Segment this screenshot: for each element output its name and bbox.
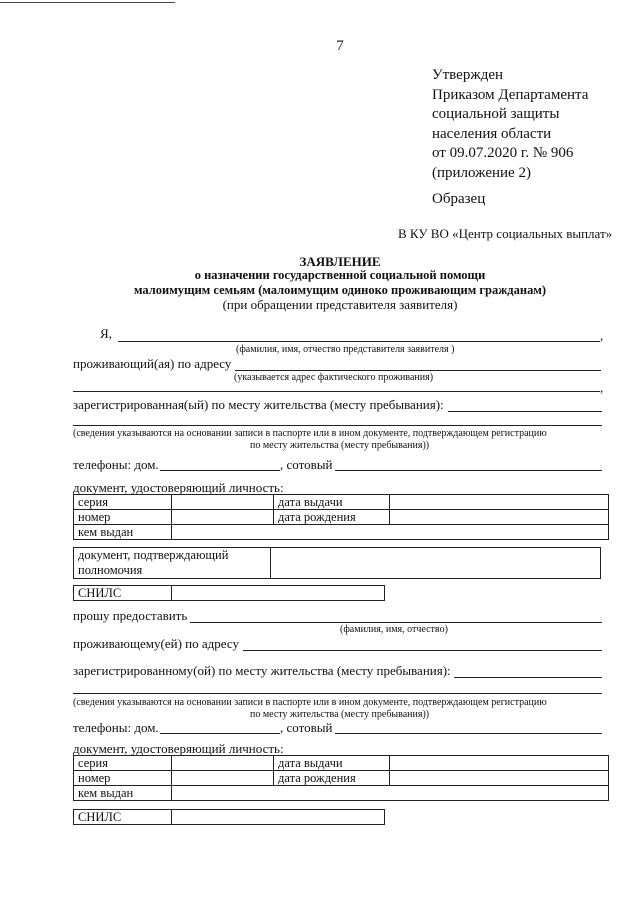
approval-line: населения области	[432, 125, 552, 142]
table-row	[74, 586, 385, 601]
series-label: серия	[74, 756, 172, 771]
document-subtitle: (при обращении представителя заявителя)	[222, 297, 458, 312]
recipient-id-table	[73, 755, 609, 801]
table-row	[74, 548, 601, 579]
table-row	[74, 810, 385, 825]
birth-date-field[interactable]	[390, 510, 609, 525]
recipient-residing-label: проживающему(ей) по адресу	[73, 636, 239, 651]
issue-date-label: дата выдачи	[274, 495, 390, 510]
phone-home-field[interactable]	[160, 470, 280, 471]
sample-label: Образец	[432, 191, 486, 207]
recipient-address-field[interactable]	[243, 650, 602, 651]
issued-by-label: кем выдан	[74, 525, 172, 540]
issue-date-field[interactable]	[390, 756, 609, 771]
applicant-registration-field-2[interactable]	[73, 425, 602, 426]
phone-mobile-label: , сотовый	[280, 457, 333, 472]
table-row	[74, 786, 609, 801]
recipient-registered-hint: по месту жительства (месту пребывания))	[250, 709, 430, 720]
snils-label: СНИЛС	[74, 810, 172, 825]
snils-field[interactable]	[172, 586, 385, 601]
applicant-address-field-2[interactable]	[73, 391, 600, 392]
series-field[interactable]	[172, 756, 274, 771]
recipient-name-field[interactable]	[190, 622, 602, 623]
document-subtitle: малоимущим семьям (малоимущим одиноко проживающим гражданам)	[134, 283, 546, 297]
registered-hint: по месту жительства (месту пребывания))	[250, 440, 430, 451]
issued-by-label: кем выдан	[74, 786, 172, 801]
table-row	[74, 495, 609, 510]
recipient-id-doc-label: документ, удостоверяющий личность:	[73, 741, 284, 756]
residing-label: проживающий(ая) по адресу	[73, 356, 232, 371]
birth-date-field[interactable]	[390, 771, 609, 786]
issue-date-field[interactable]	[390, 495, 609, 510]
approval-line: Утвержден	[432, 67, 504, 83]
i-label: Я,	[100, 326, 112, 341]
birth-date-label: дата рождения	[274, 771, 390, 786]
document-title: ЗАЯВЛЕНИЕ	[299, 254, 381, 269]
recipient-phone-mobile-field[interactable]	[335, 733, 602, 734]
applicant-snils-table	[73, 585, 385, 601]
series-field[interactable]	[172, 495, 274, 510]
issued-by-field[interactable]	[172, 525, 609, 540]
recipient-registration-field-2[interactable]	[73, 693, 602, 694]
recipient-registration-field[interactable]	[454, 677, 602, 678]
approval-line: от 09.07.2020 г. № 906	[432, 145, 574, 161]
registered-hint: (сведения указываются на основании записи в паспорте или в ином документе, подтверждающем регистрацию	[73, 428, 547, 439]
authority-doc-field[interactable]	[271, 548, 601, 579]
phone-home-label: телефоны: дом.	[73, 457, 159, 472]
comma: ,	[600, 380, 604, 395]
recipient-registered-hint: (сведения указываются на основании записи в паспорте или в ином документе, подтверждающем регистрацию	[73, 697, 547, 708]
table-row	[74, 510, 609, 525]
table-row	[74, 771, 609, 786]
applicant-name-hint: (фамилия, имя, отчество представителя заявителя )	[236, 344, 455, 355]
table-row	[74, 525, 609, 540]
authority-doc-label	[74, 548, 271, 579]
snils-label: СНИЛС	[74, 586, 172, 601]
authority-doc-label-line: полномочия	[78, 563, 143, 577]
applicant-address-field[interactable]	[235, 370, 601, 371]
applicant-id-table	[73, 494, 609, 540]
applicant-registration-field[interactable]	[448, 411, 602, 412]
approval-block	[432, 66, 632, 183]
recipient-phone-home-field[interactable]	[160, 733, 280, 734]
id-doc-label: документ, удостоверяющий личность:	[73, 480, 284, 495]
page-number: 7	[336, 38, 344, 54]
phone-mobile-field[interactable]	[335, 470, 602, 471]
addressee: В КУ ВО «Центр социальных выплат»	[398, 226, 613, 241]
number-label: номер	[74, 771, 172, 786]
number-field[interactable]	[172, 771, 274, 786]
request-label: прошу предоставить	[73, 608, 188, 623]
comma: ,	[600, 328, 604, 343]
recipient-name-hint: (фамилия, имя, отчество)	[340, 624, 448, 635]
residing-hint: (указывается адрес фактического проживания)	[234, 372, 434, 383]
issue-date-label: дата выдачи	[274, 756, 390, 771]
authority-doc-table	[73, 547, 601, 579]
document-subtitle: о назначении государственной социальной помощи	[194, 268, 486, 282]
registered-label: зарегистрированная(ый) по месту жительства (месту пребывания):	[73, 397, 444, 412]
table-row	[74, 756, 609, 771]
approval-line: Приказом Департамента	[432, 86, 589, 103]
birth-date-label: дата рождения	[274, 510, 390, 525]
recipient-snils-table	[73, 809, 385, 825]
issued-by-field[interactable]	[172, 786, 609, 801]
number-field[interactable]	[172, 510, 274, 525]
series-label: серия	[74, 495, 172, 510]
applicant-name-field[interactable]	[118, 341, 600, 342]
recipient-registered-label: зарегистрированному(ой) по месту жительства (месту пребывания):	[73, 663, 451, 678]
approval-line: социальной защиты	[432, 106, 560, 122]
recipient-phone-mobile-label: , сотовый	[280, 720, 333, 735]
top-rule	[0, 2, 175, 3]
authority-doc-label-line: документ, подтверждающий	[78, 548, 229, 562]
recipient-phone-home-label: телефоны: дом.	[73, 720, 159, 735]
snils-field[interactable]	[172, 810, 385, 825]
number-label: номер	[74, 510, 172, 525]
approval-line: (приложение 2)	[432, 164, 531, 181]
